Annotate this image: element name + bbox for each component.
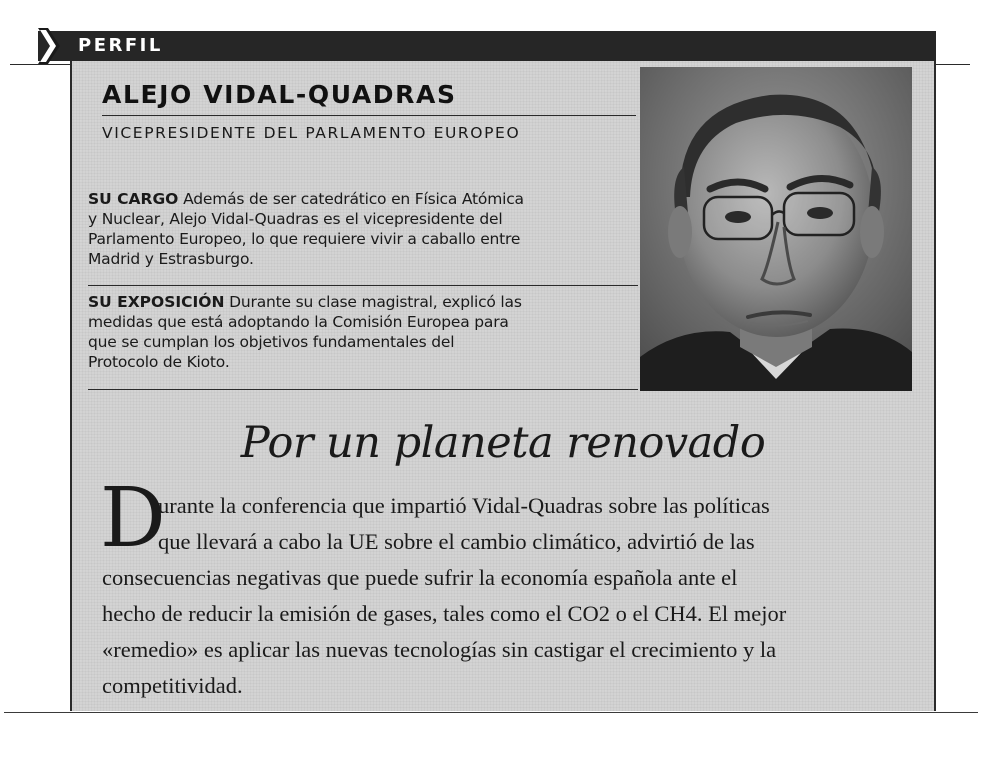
body-line: urante la conferencia que impartió Vidal-Quadras sobre las políticas (158, 493, 770, 518)
chevron-icon (34, 26, 64, 66)
body-line: «remedio» es aplicar las nuevas tecnologías sin castigar el crecimiento y la (102, 637, 777, 662)
profile-name: ALEJO VIDAL-QUADRAS (102, 80, 457, 109)
exposicion-divider (88, 389, 638, 390)
cargo-line: Además de ser catedrático en Física Atómica (178, 190, 524, 208)
body-line: que llevará a cabo la UE sobre el cambio climático, advirtió de las (158, 529, 755, 554)
cargo-line: Madrid y Estrasburgo. (88, 250, 254, 268)
exposicion-line: que se cumplan los objetivos fundamentales del (88, 333, 455, 351)
exposicion-paragraph (88, 292, 638, 372)
bottom-rule (4, 712, 978, 713)
cargo-divider (88, 285, 638, 286)
exposicion-line: Durante su clase magistral, explicó las (224, 293, 522, 311)
body-line: competitividad. (102, 673, 243, 698)
name-divider (102, 115, 636, 116)
body-line: hecho de reducir la emisión de gases, tales como el CO2 o el CH4. El mejor (102, 601, 787, 626)
cargo-lead: SU CARGO (88, 190, 179, 208)
exposicion-line: Protocolo de Kioto. (88, 353, 230, 371)
drop-cap: D (100, 471, 166, 566)
exposicion-lead: SU EXPOSICIÓN (88, 293, 225, 311)
cargo-line: Parlamento Europeo, lo que requiere vivir a caballo entre (88, 230, 521, 248)
exposicion-line: medidas que está adoptando la Comisión Europea para (88, 313, 509, 331)
profile-role: VICEPRESIDENTE DEL PARLAMENTO EUROPEO (102, 124, 521, 142)
article-headline: Por un planeta renovado (240, 418, 766, 468)
section-label: PERFIL (78, 35, 163, 56)
cargo-line: y Nuclear, Alejo Vidal-Quadras es el vicepresidente del (88, 210, 503, 228)
cargo-paragraph (88, 189, 638, 269)
body-line: consecuencias negativas que puede sufrir la economía española ante el (102, 565, 738, 590)
article-body (102, 488, 922, 704)
section-header-bar (38, 31, 936, 61)
portrait-photo (640, 67, 912, 391)
